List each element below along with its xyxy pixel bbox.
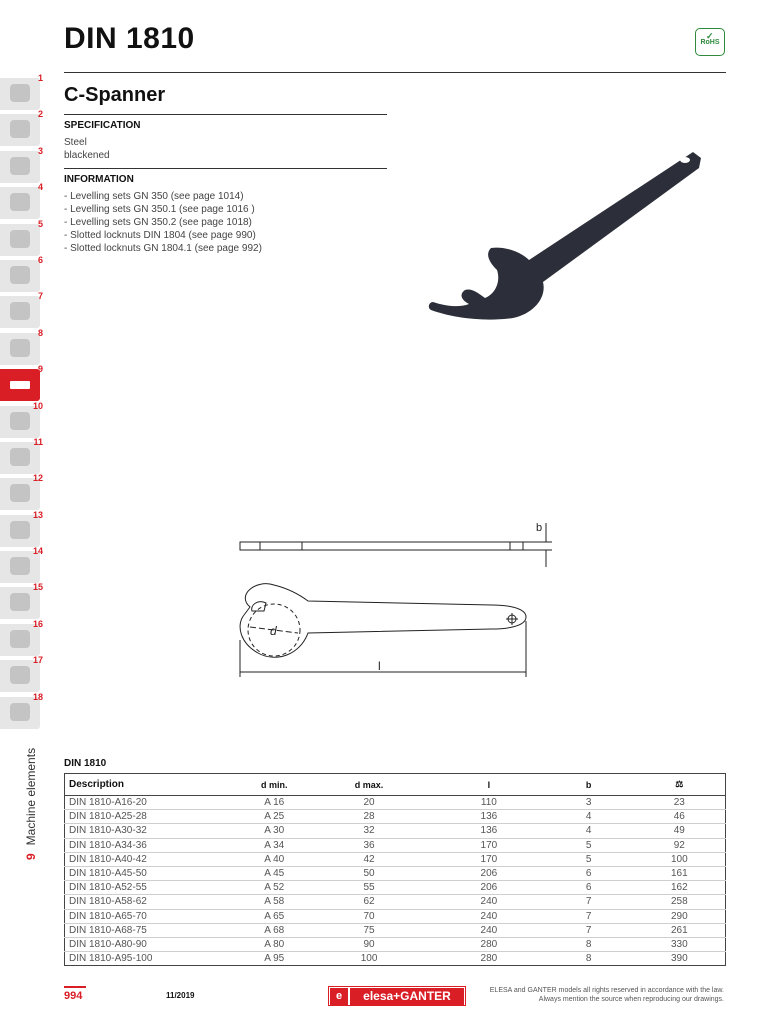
table-cell: 240 bbox=[480, 896, 498, 908]
table-cell: A 52 bbox=[264, 882, 285, 894]
specification-line: blackened bbox=[64, 150, 110, 161]
table-cell: 49 bbox=[673, 825, 685, 837]
table-cell: 90 bbox=[363, 938, 375, 950]
copyright-line: ELESA and GANTER models all rights reserved in accordance with the law. bbox=[489, 987, 724, 994]
sidebar-item-number: 13 bbox=[32, 509, 43, 520]
information-item-text: Slotted locknuts DIN 1804 (see page 990) bbox=[70, 230, 256, 241]
table-cell: 75 bbox=[363, 924, 375, 936]
sidebar-item-number: 3 bbox=[37, 145, 43, 156]
table-row bbox=[65, 909, 726, 923]
sidebar-item-13[interactable] bbox=[0, 511, 44, 547]
sidebar-item-7[interactable] bbox=[0, 292, 44, 328]
table-cell: 206 bbox=[480, 868, 498, 880]
table-cell: 170 bbox=[480, 839, 498, 851]
sidebar-item-1[interactable] bbox=[0, 74, 44, 110]
sidebar-item-number: 16 bbox=[32, 618, 43, 629]
sidebar-item-10[interactable] bbox=[0, 402, 44, 438]
column-header: l bbox=[434, 774, 544, 796]
table-cell: 8 bbox=[585, 953, 592, 965]
lever-icon bbox=[10, 157, 30, 175]
table-cell: 7 bbox=[585, 896, 592, 908]
table-cell: 5 bbox=[585, 839, 592, 851]
title-divider bbox=[64, 114, 387, 115]
rohs-badge bbox=[695, 28, 725, 56]
table-cell: DIN 1810-A25-28 bbox=[69, 811, 147, 823]
sidebar-item-5[interactable] bbox=[0, 220, 44, 256]
specification-table bbox=[64, 773, 726, 966]
table-cell: 110 bbox=[480, 797, 497, 809]
table-cell: 6 bbox=[585, 868, 592, 880]
specification-heading: SPECIFICATION bbox=[64, 120, 141, 131]
star-knob-icon bbox=[10, 120, 30, 138]
dimension-l-label: l bbox=[378, 659, 381, 673]
category-sidebar bbox=[0, 74, 44, 729]
table-cell: 8 bbox=[585, 938, 592, 950]
table-cell: 4 bbox=[585, 825, 592, 837]
table-cell: 28 bbox=[363, 811, 375, 823]
section-name: Machine elements bbox=[24, 747, 38, 846]
table-row bbox=[65, 852, 726, 866]
elesa-ganter-logo bbox=[328, 986, 466, 1006]
table-cell: 70 bbox=[363, 910, 375, 922]
table-cell: A 45 bbox=[264, 868, 285, 880]
table-cell: DIN 1810-A52-55 bbox=[69, 882, 147, 894]
table-cell: 258 bbox=[670, 896, 688, 908]
table-cell: 36 bbox=[363, 839, 375, 851]
column-header: d min. bbox=[244, 774, 304, 796]
table-cell: 390 bbox=[670, 953, 688, 965]
table-cell: 20 bbox=[363, 797, 375, 809]
sidebar-item-11[interactable] bbox=[0, 438, 44, 474]
table-cell: A 65 bbox=[264, 910, 285, 922]
information-item-text: Slotted locknuts GN 1804.1 (see page 992) bbox=[70, 243, 262, 254]
table-cell: 280 bbox=[480, 938, 498, 950]
sidebar-item-2[interactable] bbox=[0, 110, 44, 146]
sidebar-item-number: 17 bbox=[32, 655, 43, 666]
information-list bbox=[64, 190, 262, 255]
table-cell: A 68 bbox=[264, 924, 285, 936]
table-cell: 170 bbox=[480, 853, 498, 865]
sidebar-item-12[interactable] bbox=[0, 474, 44, 510]
section-label bbox=[24, 748, 38, 860]
sidebar-item-number: 14 bbox=[32, 546, 43, 557]
table-cell: DIN 1810-A45-50 bbox=[69, 868, 147, 880]
table-cell: A 25 bbox=[264, 811, 285, 823]
table-cell: 136 bbox=[480, 825, 498, 837]
sidebar-item-3[interactable] bbox=[0, 147, 44, 183]
table-cell: 46 bbox=[673, 811, 685, 823]
table-row bbox=[65, 923, 726, 937]
spanner-hole bbox=[680, 157, 690, 163]
sidebar-item-number: 12 bbox=[32, 473, 43, 484]
table-cell: 92 bbox=[673, 839, 685, 851]
sidebar-item-number: 2 bbox=[37, 109, 43, 120]
copyright-line: Always mention the source when reproducing our drawings. bbox=[538, 996, 724, 1003]
table-cell: 240 bbox=[480, 910, 498, 922]
logo-text: elesa+GANTER bbox=[350, 988, 464, 1005]
table-cell: DIN 1810-A16-20 bbox=[69, 797, 147, 809]
edition-date: 11/2019 bbox=[166, 991, 195, 1000]
sidebar-item-18[interactable] bbox=[0, 693, 44, 729]
c-spanner-photo bbox=[425, 148, 715, 328]
table-cell: 7 bbox=[585, 924, 592, 936]
column-header: d max. bbox=[304, 774, 434, 796]
hook-icon bbox=[10, 302, 30, 320]
table-cell: DIN 1810-A95-100 bbox=[69, 953, 153, 965]
information-item: - Levelling sets GN 350.1 (see page 1016 ) bbox=[64, 204, 255, 215]
sidebar-item-number: 1 bbox=[37, 73, 43, 83]
information-item-text: Levelling sets GN 350.2 (see page 1018) bbox=[70, 217, 252, 228]
table-cell: 261 bbox=[670, 924, 688, 936]
information-item-text: Levelling sets GN 350 (see page 1014) bbox=[70, 191, 244, 202]
front-view-outline bbox=[240, 584, 526, 658]
page-number: 994 bbox=[64, 990, 83, 1002]
table-cell: 290 bbox=[670, 910, 688, 922]
table-cell: DIN 1810-A68-75 bbox=[69, 924, 147, 936]
caster-icon bbox=[10, 666, 30, 684]
table-cell: 4 bbox=[585, 811, 592, 823]
table-row bbox=[65, 796, 726, 810]
spring-icon bbox=[10, 266, 30, 284]
table-cell: DIN 1810-A80-90 bbox=[69, 938, 147, 950]
table-cell: A 95 bbox=[264, 953, 285, 965]
oil-indicator-icon bbox=[10, 593, 30, 611]
sidebar-item-number: 5 bbox=[37, 218, 43, 229]
column-header: Description bbox=[65, 774, 245, 796]
table-cell: 6 bbox=[585, 882, 592, 894]
information-item: - Slotted locknuts DIN 1804 (see page 990) bbox=[64, 230, 256, 241]
specification-divider bbox=[64, 168, 387, 169]
table-row bbox=[65, 824, 726, 838]
table-row bbox=[65, 952, 726, 966]
rohs-label: RoHS bbox=[700, 39, 720, 46]
information-heading: INFORMATION bbox=[64, 174, 134, 185]
sidebar-item-15[interactable] bbox=[0, 583, 44, 619]
table-cell: 100 bbox=[360, 953, 378, 965]
table-cell: A 58 bbox=[264, 896, 285, 908]
sidebar-item-number: 9 bbox=[37, 364, 43, 375]
information-item-text: Levelling sets GN 350.1 (see page 1016 ) bbox=[70, 204, 255, 215]
sidebar-item-8[interactable] bbox=[0, 329, 44, 365]
table-cell: DIN 1810-A30-32 bbox=[69, 825, 147, 837]
sidebar-item-17[interactable] bbox=[0, 656, 44, 692]
magnet-icon bbox=[10, 703, 30, 721]
clamp-icon bbox=[10, 412, 30, 430]
key-icon bbox=[10, 381, 30, 389]
page-title: DIN 1810 bbox=[64, 22, 195, 55]
handle-icon bbox=[10, 193, 30, 211]
table-cell: DIN 1810-A40-42 bbox=[69, 853, 147, 865]
sidebar-item-number: 8 bbox=[37, 327, 43, 338]
information-item: - Levelling sets GN 350 (see page 1014) bbox=[64, 191, 244, 202]
table-header-row bbox=[65, 774, 726, 796]
dimension-d-label: d bbox=[270, 624, 277, 638]
information-item: - Levelling sets GN 350.2 (see page 1018) bbox=[64, 217, 252, 228]
table-cell: 50 bbox=[363, 868, 375, 880]
table-cell: 162 bbox=[670, 882, 688, 894]
specification-line: Steel bbox=[64, 137, 87, 148]
spanner-body bbox=[429, 152, 701, 320]
product-title: C-Spanner bbox=[64, 84, 166, 106]
information-item: - Slotted locknuts GN 1804.1 (see page 992) bbox=[64, 243, 262, 254]
table-cell: A 34 bbox=[264, 839, 285, 851]
table-cell: 55 bbox=[363, 882, 375, 894]
table-cell: 23 bbox=[673, 797, 685, 809]
table-cell: 3 bbox=[585, 797, 592, 809]
table-cell: A 16 bbox=[264, 797, 285, 809]
leveling-foot-icon bbox=[10, 448, 30, 466]
header-divider bbox=[64, 72, 726, 73]
table-cell: 32 bbox=[363, 825, 375, 837]
table-cell: A 30 bbox=[264, 825, 285, 837]
footer-accent-line bbox=[64, 986, 86, 988]
table-cell: 5 bbox=[585, 853, 592, 865]
sidebar-item-6[interactable] bbox=[0, 256, 44, 292]
weight-icon: ⚖ bbox=[634, 774, 726, 796]
table-cell: 62 bbox=[363, 896, 375, 908]
table-cell: 161 bbox=[670, 868, 688, 880]
side-view-outline bbox=[240, 542, 523, 550]
table-row bbox=[65, 838, 726, 852]
dimension-b-label: b bbox=[536, 522, 543, 534]
copyright-notice bbox=[464, 986, 724, 1004]
grip-icon bbox=[10, 230, 30, 248]
table-cell: DIN 1810-A58-62 bbox=[69, 896, 147, 908]
table-cell: A 40 bbox=[264, 853, 285, 865]
section-number: 9 bbox=[24, 853, 38, 860]
toggle-clamp-icon bbox=[10, 521, 30, 539]
table-cell: A 80 bbox=[264, 938, 285, 950]
table-row bbox=[65, 895, 726, 909]
table-cell: 42 bbox=[363, 853, 375, 865]
table-row bbox=[65, 866, 726, 880]
hinge-icon bbox=[10, 484, 30, 502]
sidebar-item-4[interactable] bbox=[0, 183, 44, 219]
column-header: b bbox=[544, 774, 634, 796]
table-cell: 100 bbox=[670, 853, 688, 865]
sidebar-item-16[interactable] bbox=[0, 620, 44, 656]
knob-icon bbox=[10, 84, 30, 102]
table-row bbox=[65, 881, 726, 895]
table-cell: 7 bbox=[585, 910, 592, 922]
table-cell: DIN 1810-A65-70 bbox=[69, 910, 147, 922]
sidebar-item-number: 18 bbox=[32, 691, 43, 702]
sidebar-item-number: 10 bbox=[32, 400, 43, 411]
table-cell: DIN 1810-A34-36 bbox=[69, 839, 147, 851]
indexing-plunger-icon bbox=[10, 339, 30, 357]
sidebar-item-14[interactable] bbox=[0, 547, 44, 583]
table-cell: 330 bbox=[670, 938, 688, 950]
chain-icon bbox=[10, 630, 30, 648]
positioning-icon bbox=[10, 557, 30, 575]
sidebar-item-number: 15 bbox=[32, 582, 43, 593]
table-cell: 280 bbox=[480, 953, 498, 965]
sidebar-item-number: 7 bbox=[37, 291, 43, 302]
check-icon: ✓ bbox=[706, 31, 714, 41]
table-cell: 240 bbox=[480, 924, 498, 936]
table-title: DIN 1810 bbox=[64, 758, 107, 769]
sidebar-item-number: 11 bbox=[33, 436, 43, 447]
technical-drawing bbox=[230, 515, 570, 685]
sidebar-item-number: 4 bbox=[37, 182, 43, 193]
table-cell: 206 bbox=[480, 882, 498, 894]
logo-mark: e bbox=[330, 988, 348, 1005]
table-row bbox=[65, 810, 726, 824]
sidebar-item-9[interactable] bbox=[0, 365, 44, 401]
table-row bbox=[65, 937, 726, 951]
table-cell: 136 bbox=[480, 811, 498, 823]
sidebar-item-number: 6 bbox=[37, 254, 43, 265]
